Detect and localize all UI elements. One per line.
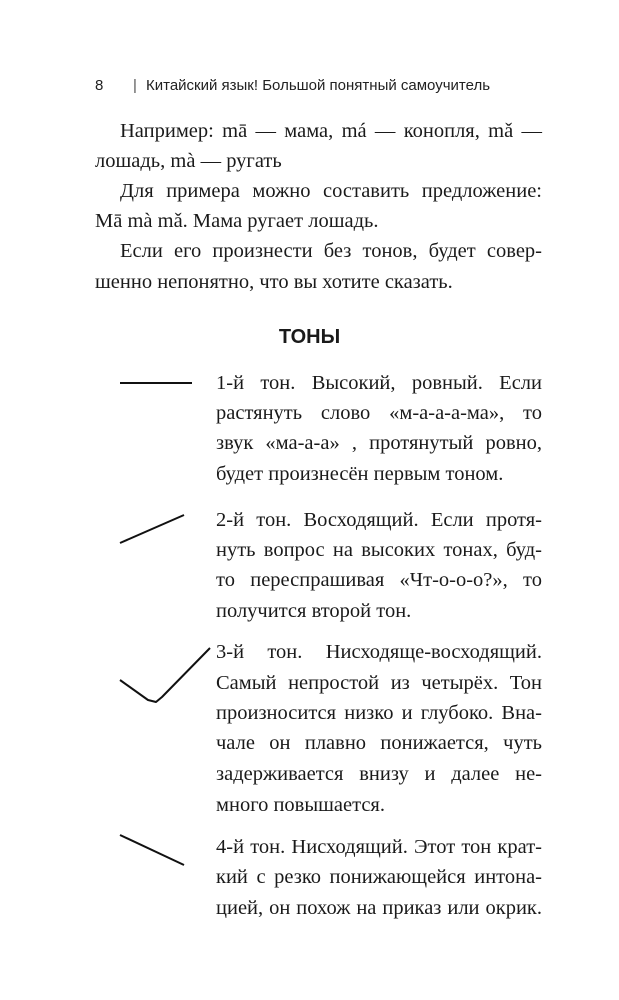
dip-rise-line-icon	[120, 648, 210, 702]
tone-2-line: получится второй тон.	[216, 600, 412, 622]
tone-3-line: много повышается.	[216, 794, 385, 816]
rising-line-icon	[120, 515, 184, 543]
tone-3-line: чале он плавно понижается, чуть	[216, 732, 542, 754]
tone-1-line: будет произнесён первым тоном.	[216, 463, 504, 485]
tone-2-line: то переспрашивая «Чт-о-о-о?», то	[216, 569, 542, 591]
paragraph-line: шенно непонятно, что вы хотите сказать.	[95, 271, 453, 293]
paragraph-line: Mā mà mǎ. Мама ругает лошадь.	[95, 210, 379, 232]
tone-3-line: произносится низко и глубоко. Вна-	[216, 702, 542, 724]
section-title: ТОНЫ	[278, 326, 341, 348]
header-separator: |	[133, 77, 137, 94]
tone-1-line: растянуть слово «м-а-а-а-ма», то	[216, 402, 542, 424]
tone-2-line: нуть вопрос на высоких тонах, буд-	[216, 539, 542, 561]
tone-4-line: кий с резко понижающейся интона-	[216, 866, 542, 888]
tone-4-line: 4-й тон. Нисходящий. Этот тон крат-	[216, 836, 542, 858]
page-number: 8	[95, 77, 104, 94]
paragraph-line: Если его произнести без тонов, будет совер-	[120, 240, 542, 262]
paragraph-line: Для примера можно составить предложение:	[120, 180, 542, 202]
paragraph-line: лошадь, mà — ругать	[95, 150, 282, 172]
tone-3-line: 3-й тон. Нисходяще-восходящий.	[216, 641, 542, 663]
tone-3-line: задерживается внизу и далее не-	[216, 763, 542, 785]
tone-1-line: звук «ма-а-а» , протянутый ровно,	[216, 432, 542, 454]
tone-2-line: 2-й тон. Восходящий. Если протя-	[216, 509, 542, 531]
tone-1-line: 1-й тон. Высокий, ровный. Если	[216, 372, 542, 394]
running-header-title: Китайский язык! Большой понятный самоучитель	[146, 77, 491, 94]
tone-4-line: цией, он похож на приказ или окрик.	[216, 897, 542, 919]
tone-3-line: Самый непростой из четырёх. Тон	[216, 672, 542, 694]
falling-line-icon	[120, 835, 184, 865]
paragraph-line: Например: mā — мама, má — конопля, mǎ —	[120, 120, 542, 142]
